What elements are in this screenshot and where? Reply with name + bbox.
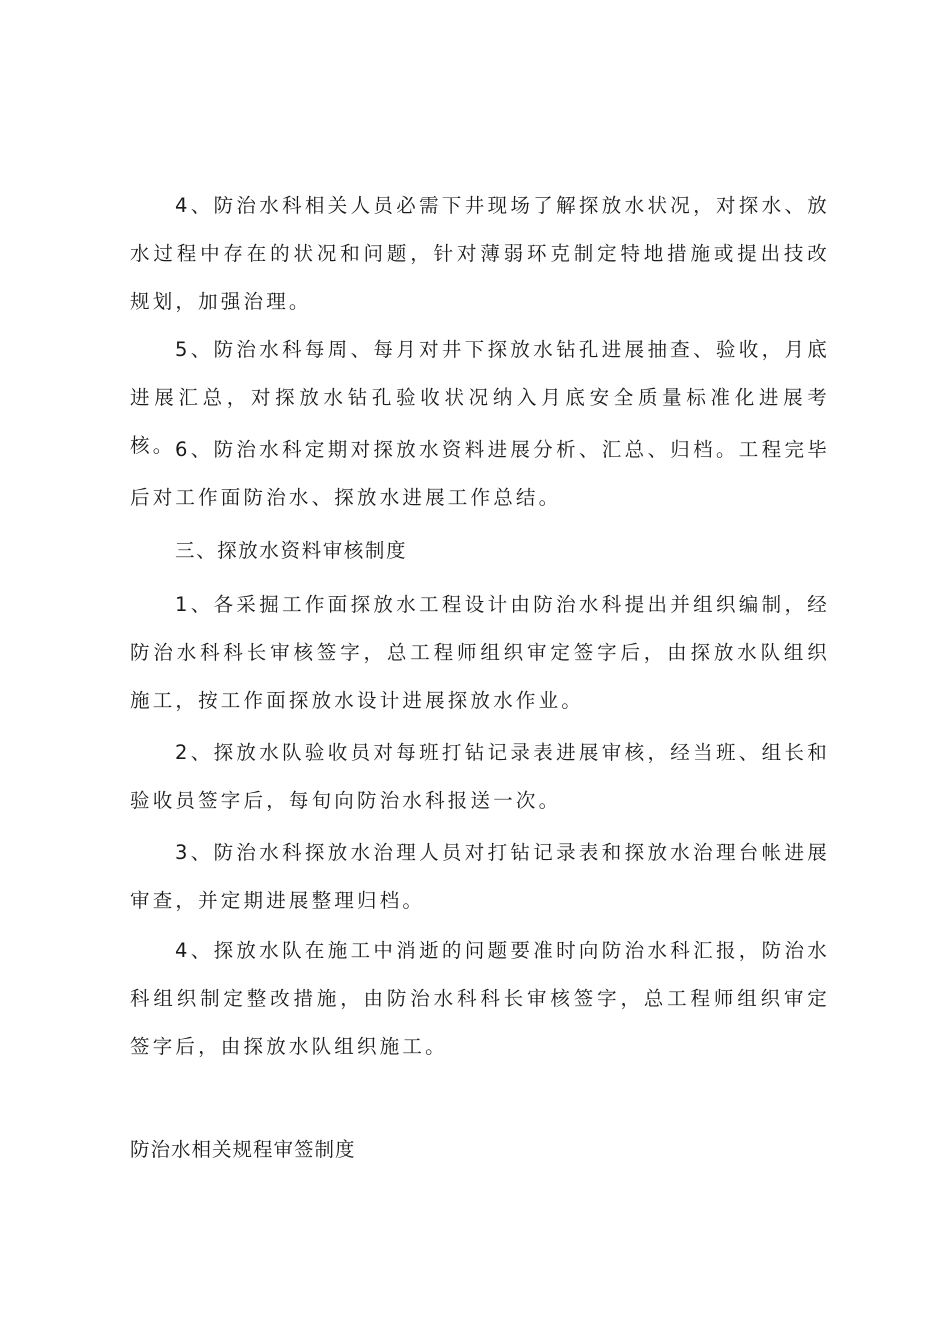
- paragraph-item-6: 6、防治水科定期对探放水资料进展分析、汇总、归档。工程完毕后对工作面防治水、探放水进展工作总结。: [130, 438, 830, 509]
- paragraph-item-4: 4、防治水科相关人员必需下井现场了解探放水状况，对探水、放水过程中存在的状况和问题，针对薄弱环克制定特地措施或提出技改规划，加强治理。: [130, 194, 830, 313]
- document-title: 防治水相关规程审签制度: [130, 1138, 356, 1161]
- paragraph-section3-item-1: 1、各采掘工作面探放水工程设计由防治水科提出并组织编制，经防治水科科长审核签字，总工程师组织审定签字后，由探放水队组织施工，按工作面探放水设计进展探放水作业。: [130, 593, 830, 712]
- section-heading: 三、探放水资料审核制度: [175, 539, 408, 562]
- paragraph-section3-item-3: 3、防治水科探放水治理人员对打钻记录表和探放水治理台帐进展审查，并定期进展整理归档。: [130, 841, 830, 912]
- paragraph-item-5: 5、防治水科每周、每月对井下探放水钻孔进展抽查、验收，月底进展汇总，对探放水钻孔验收状况纳入月底安全质量标准化进展考核。: [130, 338, 830, 457]
- paragraph-section3-item-2: 2、探放水队验收员对每班打钻记录表进展审核，经当班、组长和验收员签字后，每旬向防治水科报送一次。: [130, 741, 830, 812]
- paragraph-section3-item-4: 4、探放水队在施工中消逝的问题要准时向防治水科汇报，防治水科组织制定整改措施，由防治水科科长审核签字，总工程师组织审定签字后，由探放水队组织施工。: [130, 939, 830, 1058]
